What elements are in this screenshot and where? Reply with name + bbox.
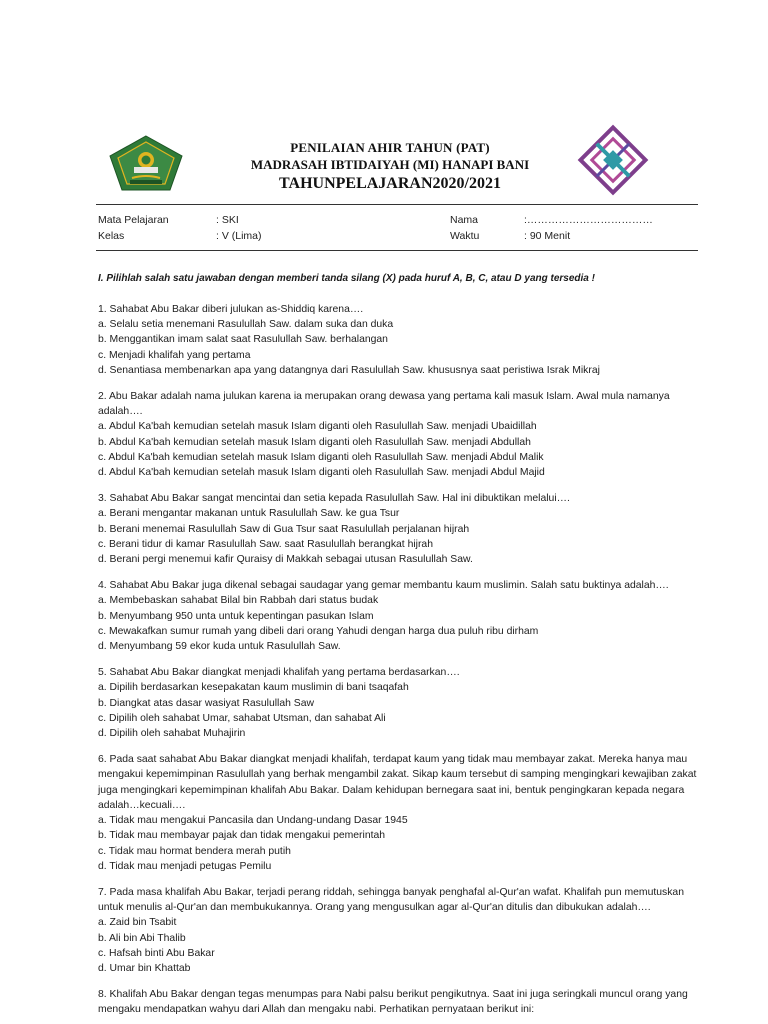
answer-option: d. Dipilih oleh sahabat Muhajirin xyxy=(98,728,246,740)
answer-option: b. Berani menemai Rasulullah Saw di Gua Tsur saat Rasulullah perjalanan hijrah xyxy=(98,523,470,535)
answer-option: a. Abdul Ka'bah kemudian setelah masuk Islam diganti oleh Rasulullah Saw. menjadi Ubaidillah xyxy=(98,421,537,433)
question-list xyxy=(98,302,698,1024)
answer-option: b. Menggantikan imam salat saat Rasulullah Saw. berhalangan xyxy=(98,334,388,346)
answer-option: a. Zaid bin Tsabit xyxy=(98,917,177,929)
school-name: MADRASAH IBTIDAIYAH (MI) HANAPI BANI xyxy=(250,157,530,172)
question-text: 3. Sahabat Abu Bakar sangat mencintai dan setia kepada Rasulullah Saw. Hal ini dibuktikan melalui…. xyxy=(98,493,570,505)
answer-option: b. Menyumbang 950 unta untuk kepentingan pasukan Islam xyxy=(98,610,374,622)
name-label: Nama xyxy=(450,214,479,226)
answer-option: c. Menjadi khalifah yang pertama xyxy=(98,349,251,361)
question-block xyxy=(98,491,698,567)
question-text: 8. Khalifah Abu Bakar dengan tegas menumpas para Nabi palsu berikut pengikutnya. Saat ini juga seringkali muncul orang yang mengaku mendapatkan wahyu dari Allah dan mengaku nabi. Perhatikan pernyataan berikut ini: xyxy=(98,989,688,1016)
name-value: :……………………………… xyxy=(524,214,653,226)
question-text: 5. Sahabat Abu Bakar diangkat menjadi khalifah yang pertama berdasarkan…. xyxy=(98,667,460,679)
answer-option: c. Mewakafkan sumur rumah yang dibeli dari orang Yahudi dengan harga dua puluh ribu dirham xyxy=(98,625,539,637)
answer-option: c. Berani tidur di kamar Rasulullah Saw. saat Rasulullah berangkat hijrah xyxy=(98,538,433,550)
answer-option: d. Umar bin Khattab xyxy=(98,962,191,974)
class-value: : V (Lima) xyxy=(216,230,262,242)
school-calligraphy-logo xyxy=(572,124,654,196)
question-block xyxy=(98,665,698,741)
answer-option: b. Abdul Ka'bah kemudian setelah masuk Islam diganti oleh Rasulullah Saw. menjadi Abdullah xyxy=(98,436,531,448)
question-block xyxy=(98,389,698,480)
answer-option: c. Tidak mau hormat bendera merah putih xyxy=(98,845,291,857)
answer-option: d. Senantiasa membenarkan apa yang datangnya dari Rasulullah Saw. khususnya saat peristiwa Israk Mikraj xyxy=(98,364,600,376)
answer-option: c. Hafsah binti Abu Bakar xyxy=(98,947,215,959)
answer-option: a. Dipilih berdasarkan kesepakatan kaum muslimin di bani tsaqafah xyxy=(98,682,409,694)
subject-label: Mata Pelajaran xyxy=(98,214,169,226)
answer-option: d. Berani pergi menemui kafir Quraisy di Makkah sebagai utusan Rasulullah Saw. xyxy=(98,554,473,566)
answer-option: b. Diangkat atas dasar wasiyat Rasulullah Saw xyxy=(98,697,315,709)
time-label: Waktu xyxy=(450,230,480,242)
ministry-logo xyxy=(108,134,184,192)
exam-header xyxy=(210,140,570,195)
exam-title: PENILAIAN AHIR TAHUN (PAT) xyxy=(290,140,490,155)
question-text: 2. Abu Bakar adalah nama julukan karena ia merupakan orang dewasa yang pertama kali masuk Islam. Awal mula namanya adalah…. xyxy=(98,391,670,418)
answer-option: b. Ali bin Abi Thalib xyxy=(98,932,186,944)
answer-option: d. Tidak mau menjadi petugas Pemilu xyxy=(98,860,272,872)
answer-option: a. Membebaskan sahabat Bilal bin Rabbah dari status budak xyxy=(98,595,379,607)
question-block xyxy=(98,987,698,1017)
answer-option: d. Menyumbang 59 ekor kuda untuk Rasulullah Saw. xyxy=(98,641,341,653)
answer-option: a. Tidak mau mengakui Pancasila dan Undang-undang Dasar 1945 xyxy=(98,815,408,827)
header-divider-bottom xyxy=(96,250,698,251)
subject-value: : SKI xyxy=(216,214,239,226)
question-block xyxy=(98,578,698,654)
answer-option: d. Abdul Ka'bah kemudian setelah masuk Islam diganti oleh Rasulullah Saw. menjadi Abdul Majid xyxy=(98,467,545,479)
question-text: 6. Pada saat sahabat Abu Bakar diangkat menjadi khalifah, terdapat kaum yang tidak mau membayar zakat. Mereka hanya mau mengakui kepemimpinan Rasulullah yang berhak mengambil zakat. Sikap kaum tersebut di samping mengingkari kewajiban zakat juga mengingkari kepemimpinan khalifah Abu Bakar. Dalam kehidupan bernegara saat ini, bentuk pengingkaran kepada negara adalah…kecuali…. xyxy=(98,754,697,811)
answer-option: b. Tidak mau membayar pajak dan tidak mengakui pemerintah xyxy=(98,830,386,842)
question-block xyxy=(98,302,698,378)
academic-year: TAHUNPELAJARAN2020/2021 xyxy=(279,175,501,192)
question-block xyxy=(98,752,698,874)
class-label: Kelas xyxy=(98,230,125,242)
answer-option: c. Abdul Ka'bah kemudian setelah masuk Islam diganti oleh Rasulullah Saw. menjadi Abdul Malik xyxy=(98,451,544,463)
question-text: 4. Sahabat Abu Bakar juga dikenal sebagai saudagar yang gemar membantu kaum muslimin. Salah satu buktinya adalah…. xyxy=(98,580,669,592)
time-value: : 90 Menit xyxy=(524,230,571,242)
answer-option: c. Dipilih oleh sahabat Umar, sahabat Utsman, dan sahabat Ali xyxy=(98,712,386,724)
answer-option: a. Selalu setia menemani Rasulullah Saw. dalam suka dan duka xyxy=(98,319,394,331)
answer-option: a. Berani mengantar makanan untuk Rasulullah Saw. ke gua Tsur xyxy=(98,508,400,520)
instruction: I. Pilihlah salah satu jawaban dengan memberi tanda silang (X) pada huruf A, B, C, atau D yang tersedia ! xyxy=(98,273,595,284)
question-block xyxy=(98,885,698,976)
question-text: 1. Sahabat Abu Bakar diberi julukan as-Shiddiq karena…. xyxy=(98,304,364,315)
header-divider-top xyxy=(96,204,698,205)
question-text: 7. Pada masa khalifah Abu Bakar, terjadi perang riddah, sehingga banyak penghafal al-Qur'an wafat. Khalifah pun memutuskan untuk menulis al-Qur'an dan membukukannya. Orang yang mengusulkan agar al-Qur'an ditulis dan dibukukan adalah…. xyxy=(98,886,684,914)
